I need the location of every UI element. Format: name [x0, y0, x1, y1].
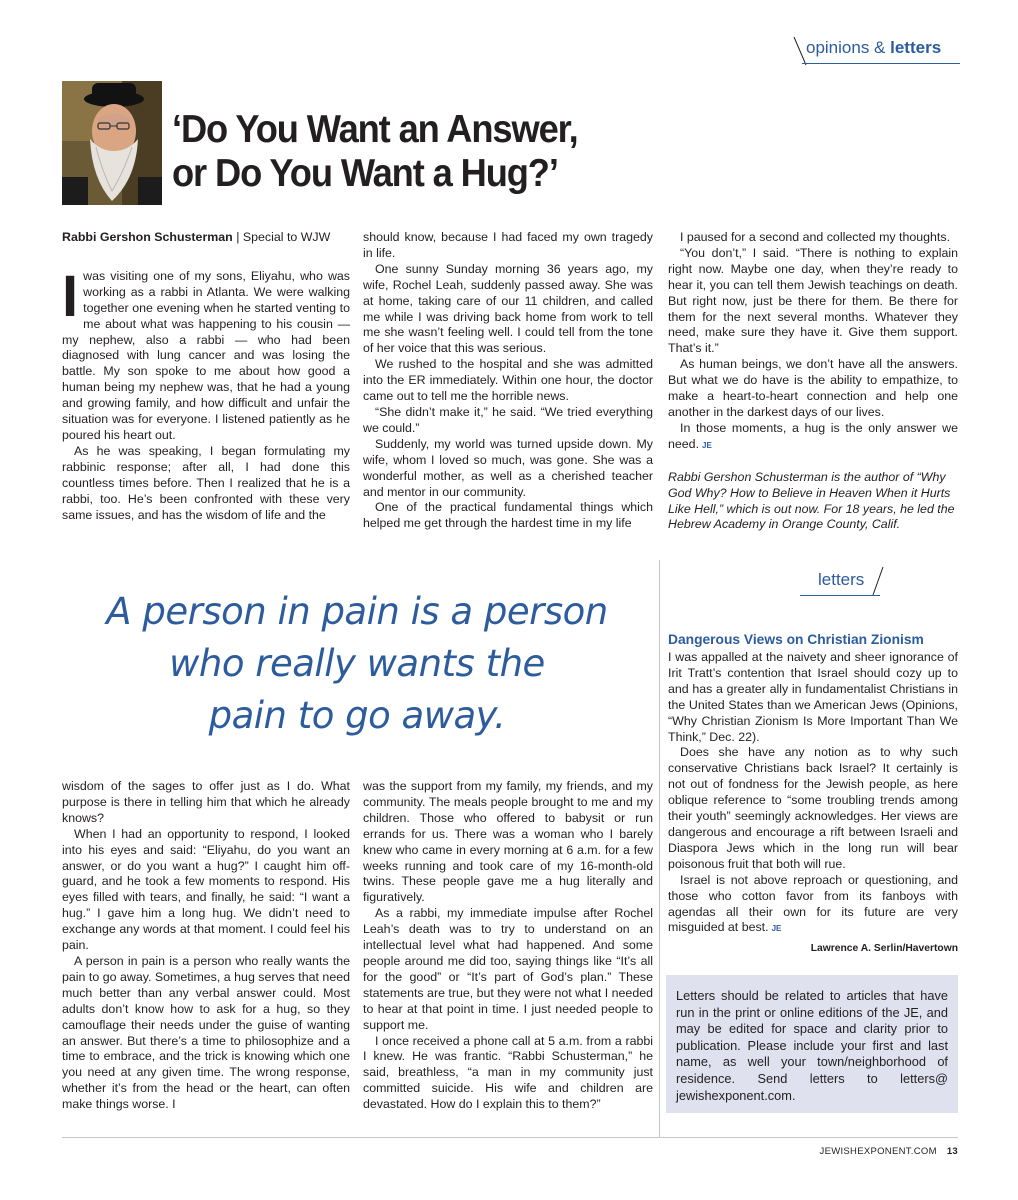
- column-divider: [659, 560, 660, 1138]
- paragraph: Does she have any notion as to why such conservative Christians back Israel? It certainly is not out of fondness for the Jewish people, as here oblique reference to “some troubling trends among their youth” seemingly acknowledges. Her views are dangerous and encourage a rift between Israeli and Diaspora Jews which in the long run will bear poisonous fruit that both will rue.: [668, 745, 958, 871]
- paragraph: I was appalled at the naivety and sheer ignorance of Irit Tratt’s contention that Israel should cozy up to and has a greater ally in fundamentalist Christians in the United States than we American Jews (Opinions, “Why Christian Zionism Is More Important Than We Think,” Dec. 22).: [668, 650, 958, 744]
- paragraph: was the support from my family, my friends, and my community. The meals people brought to me and my children. Those who offered to babysit or run errands for us. There was a woman who I barely knew who came in every morning at 6 a.m. for a few weeks running and took care of my 16-month-old twins. These people gave me a hug literally and figuratively.: [363, 779, 653, 905]
- paragraph: I paused for a second and collected my thoughts.: [680, 230, 951, 244]
- headline: [172, 108, 693, 196]
- footer-rule: [62, 1137, 958, 1138]
- section-label: opinions & letters: [806, 38, 942, 57]
- article-column-5: [363, 779, 653, 1113]
- article-column-2: [363, 230, 653, 532]
- paragraph: should know, because I had faced my own tragedy in life.: [363, 230, 653, 260]
- byline: [62, 230, 350, 246]
- drop-cap: I: [62, 263, 79, 329]
- paragraph: wisdom of the sages to offer just as I do. What purpose is there in telling him that which he already knows?: [62, 779, 350, 825]
- paragraph: I once received a phone call at 5 a.m. from a rabbi I knew. He was frantic. “Rabbi Schusterman,” he said, breathless, “a man in my community just committed suicide. His wife and children are devastated. How do I explain this to them?”: [363, 1033, 653, 1112]
- pull-quote-line-2: who really wants the: [169, 642, 545, 685]
- end-mark: JE: [771, 924, 782, 934]
- paragraph: Iwas visiting one of my sons, Eliyahu, who was working as a rabbi in Atlanta. We were walking together one evening when he started venting to me about what was happening to his cousin — my nephew, also a rabbi — who had been diagnosed with lung cancer and was losing the battle. My son spoke to me about how good a human being my nephew was, that he had a young and growing family, and how difficult and unfair the situation was for everyone. I listened patiently as he poured his heart out.: [62, 263, 350, 442]
- headline-line-2: or Do You Want a Hug?’: [172, 152, 558, 195]
- section-tag: [790, 36, 960, 64]
- letter-signature: Lawrence A. Serlin/Havertown: [810, 943, 958, 954]
- paragraph: A person in pain is a person who really wants the pain to go away. Sometimes, a hug serves that need much better than any verbal answer could. Most adults don’t know how to ask for a hug, so they camouflage their needs under the guise of wanting an answer. But there’s a time to philosophize and a time to embrace, and the trick is knowing which one you need at any given time. The wrong response, whether it’s from the head or the heart, can often make things worse. I: [62, 953, 350, 1112]
- submission-notice-text: Letters should be related to articles that have run in the print or online editions of the JE, and may be edited for space and clarity prior to publication. Please include your first and last name, as well your town/neighborhood of residence. Send letters to letters@ jewishexponent.com.: [676, 988, 948, 1103]
- section-rule: [802, 63, 960, 64]
- paragraph: When I had an opportunity to respond, I looked into his eyes and said: “Eliyahu, do you want an answer, or do you want a hug?” I caught him off-guard, and he took a few moments to respond. His eyes filled with tears, and finally, he said: “I want a hug.” I gave him a long hug. We didn’t need to exchange any words at that moment. I could feel his pain.: [62, 826, 350, 953]
- byline-source: | Special to WJW: [236, 230, 331, 244]
- paragraph: As a rabbi, my immediate impulse after Rochel Leah’s death was to try to understand on an intellectual level what had happened. And some people around me did too, saying things like “It’s all for the good” or “It’s part of God’s plan.” These statements are true, but they were not what I needed to hear at that point in time. I just needed people to support me.: [363, 906, 653, 1032]
- paragraph: As human beings, we don’t have all the answers. But what we do have is the ability to empathize, to make a heart-to-heart connection and help one another in the darkest days of our lives.: [668, 357, 958, 419]
- article-column-4: [62, 779, 350, 1113]
- letter-title: Dangerous Views on Christian Zionism: [668, 632, 924, 647]
- paragraph: In those moments, a hug is the only answer we need. JE: [668, 420, 958, 451]
- pull-quote-line-3: pain to go away.: [208, 694, 506, 737]
- article-column-1: [62, 230, 350, 523]
- paragraph: Israel is not above reproach or questioning, and those who cotton favor from its fanboys with agendas all their own for its future are very misguided at best. JE: [668, 872, 958, 935]
- paragraph: As he was speaking, I began formulating my rabbinic response; after all, I had done this countless times before. Then I realized that he is a rabbi, too. He’s been confronted with these very same issues, and has the wisdom of life and the: [62, 443, 350, 522]
- paragraph: We rushed to the hospital and she was admitted into the ER immediately. Within one hour, the doctor came out to tell me the horrible news.: [363, 357, 653, 404]
- headline-line-1: ‘Do You Want an Answer,: [172, 108, 578, 151]
- author-bio: Rabbi Gershon Schusterman is the author of “Why God Why? How to Believe in Heaven When it Hurts Like Hell,” which is out now. For 18 years, he led the Hebrew Academy in Orange County, Calif.: [668, 469, 955, 532]
- paragraph: One of the practical fundamental things which helped me get through the hardest time in my life: [363, 500, 653, 531]
- page-number: 13: [946, 1146, 958, 1157]
- footer-site: JEWISHEXPONENT.COM: [819, 1146, 937, 1157]
- author-name: Rabbi Gershon Schusterman: [62, 230, 233, 244]
- submission-notice: [666, 975, 958, 1113]
- paragraph: Suddenly, my world was turned upside down. My wife, whom I loved so much, was gone. She was a wonderful mother, as well as a cherished teacher and mentor in our community.: [363, 436, 653, 499]
- slash-divider-icon: [870, 566, 886, 596]
- paragraph: One sunny Sunday morning 36 years ago, my wife, Rochel Leah, suddenly passed away. She was at home, taking care of our 11 children, and called me while I was driving back home from work to tell me she wasn’t feeling well. I could tell from the tone of her voice that this was serious.: [363, 261, 653, 356]
- letters-section-tag: [800, 566, 900, 596]
- author-portrait: [62, 81, 162, 205]
- letters-section-label: letters: [818, 570, 865, 589]
- pull-quote: [62, 586, 652, 742]
- article-column-3: [668, 230, 958, 533]
- letter-body: [668, 650, 958, 937]
- paragraph: “You don’t,” I said. “There is nothing to explain right now. Maybe one day, when they’re ready to hear it, you can tell them Jewish teachings on death. But right now, just be there for them. Be there for them for the next several months. Whatever they need, make sure they have it. Give them support. That’s it.”: [668, 245, 958, 356]
- letters-section-rule: [800, 595, 880, 596]
- page-footer: [820, 1146, 958, 1157]
- end-mark: JE: [702, 440, 712, 450]
- paragraph: “She didn’t make it,” he said. “We tried everything we could.”: [363, 404, 653, 435]
- pull-quote-line-1: A person in pain is a person: [106, 590, 608, 633]
